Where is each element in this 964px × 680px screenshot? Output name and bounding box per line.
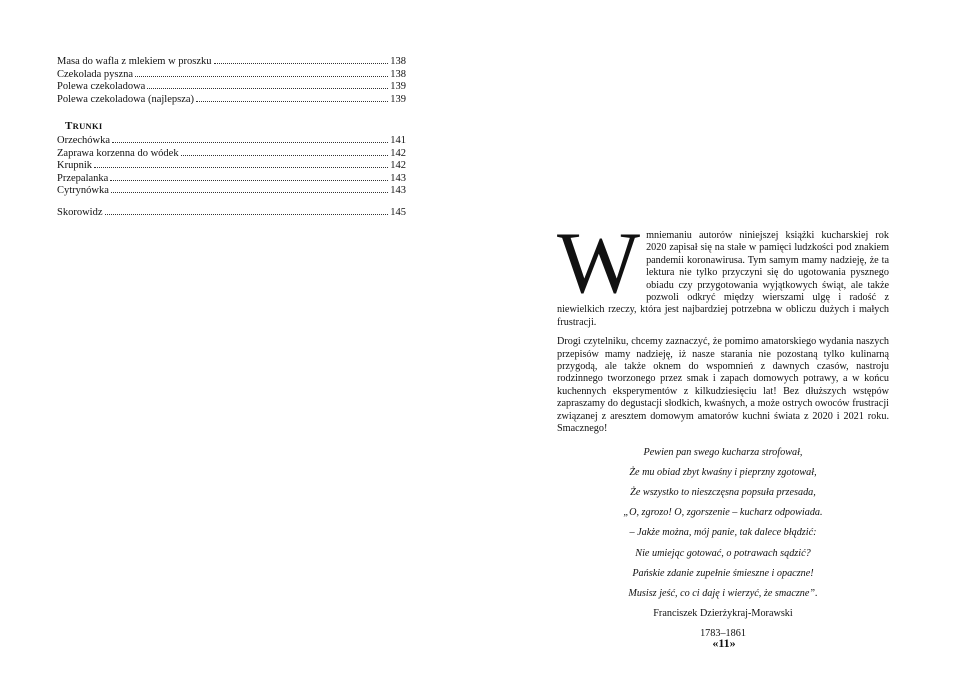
toc-entry-page: 139 (390, 81, 406, 93)
poem (557, 443, 889, 605)
toc-entry (57, 69, 406, 82)
poem-line: Musisz jeść, co ci daję i wierzyć, że smaczne”. (628, 587, 818, 599)
toc-section-title (65, 120, 406, 133)
poem-line: Że mu obiad zbyt kwaśny i pieprzny zgotował, (629, 466, 817, 478)
drop-cap: W (557, 215, 641, 312)
toc-leader-dots (196, 101, 388, 102)
toc-entry-page: 139 (390, 93, 406, 105)
poem-line: Pańskie zdanie zupełnie śmieszne i opaczne! (632, 567, 814, 579)
section-title-initial: T (65, 120, 73, 133)
toc-entry-page: 138 (390, 56, 406, 67)
toc-entry (57, 207, 406, 220)
toc-group-index (57, 207, 406, 220)
toc-leader-dots (112, 142, 388, 143)
section-title-rest: RUNKI (72, 121, 103, 132)
toc-entry-title: Polewa czekoladowa (57, 81, 146, 93)
toc-entry-page: 143 (390, 172, 406, 184)
table-of-contents (57, 56, 406, 220)
toc-entry (57, 94, 406, 107)
poem-line: – Jakże można, mój panie, tak dalece błądzić: (629, 527, 817, 539)
toc-entry (57, 185, 406, 198)
toc-group-drinks (57, 135, 406, 198)
toc-leader-dots (135, 76, 388, 77)
toc-entry-title: Polewa czekoladowa (najlepsza) (57, 93, 195, 105)
poem-line: Że wszystko to nieszczęsna popsuła przesada, (630, 486, 816, 498)
toc-entry-title: Cytrynówka (57, 185, 109, 197)
toc-entry-title: Zaprawa korzenna do wódek (57, 147, 179, 159)
toc-leader-dots (147, 88, 388, 89)
toc-entry-title: Masa do wafla z mlekiem w proszku (57, 56, 212, 67)
right-page (482, 0, 964, 680)
toc-entry-page: 138 (390, 68, 406, 80)
intro-paragraph-2: Drogi czytelniku, chcemy zaznaczyć, że pomimo amatorskiego wydania naszych przepisów mamy nadzieję, iż nasze starania nie pozostaną tylko kulinarną przygodą, ale także oknem do wspomnień z dawnych czasów, nastroju rodzinnego tworzonego przez smak i zapach domowych potrawy, a w końcu kuchennych eksperymentów z kilkudziesięciu lat! Bez dłuższych wstępów zapraszamy do degustacji słodkich, kwaśnych, a może ostrych owoców frustracji związanej z aresztem domowym amatorów kuchni świata z 2020 i 2021 roku. Smacznego! (557, 336, 889, 435)
toc-group-desserts (57, 56, 406, 106)
toc-entry-title: Krupnik (57, 160, 92, 172)
intro-text (557, 215, 889, 644)
poem-line: Pewien pan swego kucharza strofował, (643, 446, 803, 458)
toc-entry-page: 143 (390, 185, 406, 197)
toc-entry-page: 141 (390, 134, 406, 146)
toc-entry (57, 160, 406, 173)
toc-entry-title: Orzechówka (57, 134, 111, 146)
intro-paragraph-1-text: mniemaniu autorów niniejszej książki kucharskiej rok 2020 zapisał się na stałe w pamięci ludzkości pod znakiem pandemii koronawirusa. Tym samym mamy nadzieję, że ta lektura nie tylko przyczyni się do ugotowania pysznego obiadu czy przygotowania wyjątkowych świąt, ale także pozwoli odkryć między wierszami ulgę i radość z niewielkich rzeczy, która jest najbardziej potrzebna w obliczu dużych i małych frustracji. (557, 230, 889, 328)
toc-leader-dots (181, 155, 389, 156)
poem-line: „O, zgrozo! O, zgorszenie – kucharz odpowiada. (623, 507, 823, 519)
poem-line: Nie umiejąc gotować, o potrawach sądzić? (635, 547, 811, 559)
toc-entry-title: Czekolada pyszna (57, 68, 134, 80)
intro-paragraph-1 (557, 215, 889, 329)
poem-author: Franciszek Dzierżykraj-Morawski (653, 608, 793, 620)
toc-leader-dots (94, 167, 388, 168)
toc-leader-dots (110, 180, 388, 181)
page-number: «11» (712, 636, 736, 650)
toc-leader-dots (214, 63, 389, 64)
toc-entry (57, 135, 406, 148)
toc-leader-dots (105, 214, 389, 215)
toc-entry (57, 81, 406, 94)
toc-entry (57, 173, 406, 186)
toc-leader-dots (111, 192, 388, 193)
poem-author-years: 1783–1861 (700, 628, 746, 640)
toc-entry-title: Skorowidz (57, 206, 103, 218)
toc-entry (57, 56, 406, 69)
toc-entry-page: 142 (390, 160, 406, 172)
toc-entry-page: 145 (390, 206, 406, 218)
toc-entry-page: 142 (390, 147, 406, 159)
toc-entry-title: Przepalanka (57, 172, 109, 184)
toc-entry (57, 148, 406, 161)
